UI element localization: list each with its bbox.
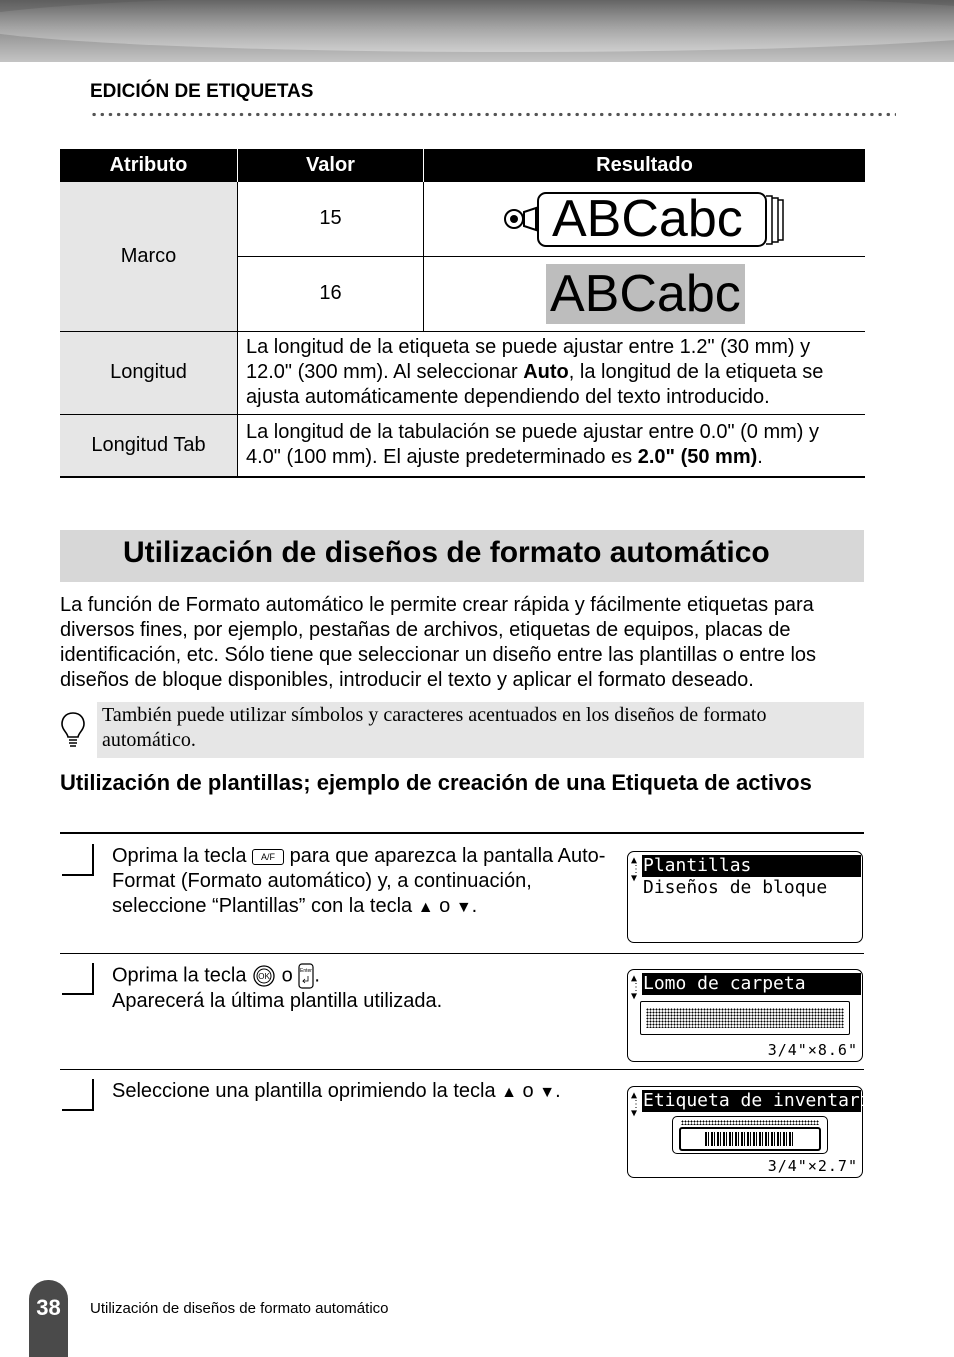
- attribute-table: [60, 149, 865, 478]
- step-divider: [60, 953, 864, 954]
- step-marker: [62, 1079, 94, 1111]
- down-arrow-icon: ▼: [539, 1084, 556, 1101]
- value-cell: 15: [238, 182, 424, 256]
- lcd-screen: [627, 851, 863, 943]
- frame-sample-15: [502, 188, 784, 250]
- scroll-arrows-icon: ▲ ⋮ ▼: [631, 855, 641, 884]
- step-3-text: Seleccione una plantilla oprimiendo la tecla ▲ o ▼.: [112, 1080, 561, 1102]
- lcd-screen: [627, 969, 863, 1062]
- table-row: [60, 182, 865, 256]
- table-row: [60, 331, 865, 414]
- svg-text:OK: OK: [258, 972, 270, 981]
- table-row: [60, 414, 865, 477]
- section-title: Utilización de diseños de formato automático: [123, 536, 770, 569]
- section-header: EDICIÓN DE ETIQUETAS: [90, 81, 314, 102]
- lightbulb-icon: [60, 711, 86, 749]
- ok-key-icon: [252, 964, 276, 988]
- step-divider: [60, 1069, 864, 1070]
- svg-text:Enter: Enter: [300, 968, 313, 974]
- label-size: 3/4"×2.7": [767, 1157, 858, 1175]
- dotted-divider: [90, 112, 896, 117]
- lcd-preview: [672, 1116, 828, 1154]
- up-arrow-icon: ▲: [501, 1084, 517, 1101]
- frame-sample-16: ABCabc: [546, 264, 745, 324]
- value-cell: 16: [238, 256, 424, 331]
- table-header-row: [60, 149, 865, 182]
- lcd-line: Diseños de bloque: [643, 877, 828, 898]
- footer-text: Utilización de diseños de formato automático: [90, 1300, 389, 1317]
- result-cell: [424, 256, 866, 331]
- column-header-resultado: Resultado: [424, 149, 866, 182]
- scroll-arrows-icon: ▲ ⋮ ▼: [631, 1090, 641, 1119]
- subheading: Utilización de plantillas; ejemplo de creación de una Etiqueta de activos: [60, 770, 812, 795]
- lcd-line-selected: Etiqueta de inventario: [643, 1090, 882, 1111]
- attr-cell: Longitud Tab: [60, 414, 238, 477]
- lcd-screen: [627, 1086, 882, 1178]
- attr-cell: Marco: [60, 182, 238, 331]
- lcd-preview: [640, 1001, 850, 1035]
- result-cell: [424, 182, 866, 256]
- af-key-icon: A/F: [252, 849, 284, 865]
- down-arrow-icon: ▼: [455, 899, 472, 916]
- page-number-tab: 38: [29, 1280, 68, 1357]
- description-cell: La longitud de la etiqueta se puede ajustar entre 1.2" (30 mm) y 12.0" (300 mm). Al seleccionar Auto, la longitud de la etiqueta se ajusta automáticamente dependiendo del texto introducido.: [238, 331, 866, 414]
- frame-sample-text: ABCabc: [552, 189, 743, 248]
- intro-paragraph: La función de Formato automático le permite crear rápida y fácilmente etiquetas para diversos fines, por ejemplo, pestañas de archivos, etiquetas de equipos, placas de identificación, etc. Sólo tiene que seleccionar un diseño entre las plantillas o entre los diseños de bloque disponibles, introducir el texto y aplicar el formato deseado.: [60, 594, 817, 691]
- lcd-line-selected: Lomo de carpeta: [642, 973, 861, 995]
- section-title-banner: [60, 530, 864, 582]
- steps-top-rule: [60, 832, 864, 834]
- up-arrow-icon: ▲: [417, 899, 434, 916]
- step-2-text: Oprima la tecla OK o Enter . Aparecerá la última plantilla utilizada.: [112, 964, 443, 1012]
- tip-note: También puede utilizar símbolos y caracteres acentuados en los diseños de formato automático.: [97, 702, 864, 758]
- step-1-text: Oprima la tecla A/F para que aparezca la pantalla Auto-Format (Formato automático) y, a continuación, seleccione “Plantillas” con la tecla ▲ o ▼.: [112, 845, 606, 917]
- column-header-valor: Valor: [238, 149, 424, 182]
- step-marker: [62, 844, 94, 876]
- label-size: 3/4"×8.6": [767, 1041, 858, 1059]
- step-marker: [62, 963, 94, 995]
- lcd-line-selected: Plantillas: [642, 855, 861, 877]
- column-header-atributo: Atributo: [60, 149, 238, 182]
- top-banner: [0, 0, 954, 62]
- enter-key-icon: [298, 963, 314, 989]
- description-cell: La longitud de la tabulación se puede ajustar entre 0.0" (0 mm) y 4.0" (100 mm). El ajuste predeterminado es 2.0" (50 mm).: [238, 414, 866, 477]
- attr-cell: Longitud: [60, 331, 238, 414]
- scroll-arrows-icon: ▲ ⋮ ▼: [631, 973, 641, 1002]
